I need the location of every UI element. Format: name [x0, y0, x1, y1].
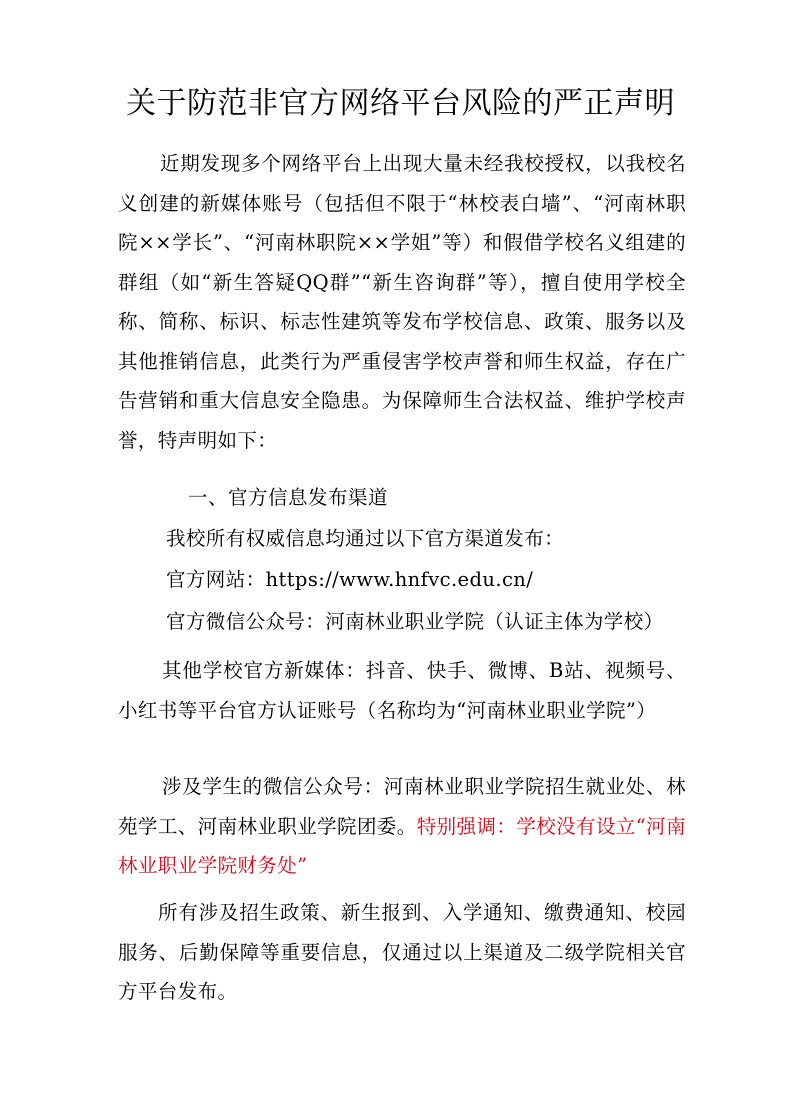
- special-emphasis-text: 特别强调：学校没有设立“河南林业职业学院财务处”: [118, 814, 686, 877]
- student-wechat-paragraph: [118, 767, 686, 886]
- official-wechat-line: 官方微信公众号：河南林业职业学院（认证主体为学校）: [166, 610, 664, 633]
- section-heading-official-channels: 一、官方信息发布渠道: [188, 486, 389, 509]
- page-title: 关于防范非官方网络平台风险的严正声明: [126, 86, 675, 121]
- channels-intro: 我校所有权威信息均通过以下官方渠道发布：: [166, 527, 565, 550]
- all-info-paragraph: 所有涉及招生政策、新生报到、入学通知、缴费通知、校园服务、后勤保障等重要信息，仅通过以上渠道及二级学院相关官方平台发布。: [118, 901, 686, 1003]
- intro-paragraph: 近期发现多个网络平台上出现大量未经我校授权，以我校名义创建的新媒体账号（包括但不限于“林校表白墙”、“河南林职院××学长”、“河南林职院××学姐”等）和假借学校名义组建的群组（如“新生答疑QQ群”“新生咨询群”等），擅自使用学校全称、简称、标识、标志性建筑等发布学校信息、政策、服务以及其他推销信息，此类行为严重侵害学校声誉和师生权益，存在广告营销和重大信息安全隐患。为保障师生合法权益、维护学校声誉，特声明如下：: [118, 152, 686, 452]
- official-website-line: 官方网站：https://www.hnfvc.edu.cn/: [166, 568, 534, 591]
- student-wechat-text: 涉及学生的微信公众号：河南林业职业学院招生就业处、林苑学工、河南林业职业学院团委。: [118, 775, 686, 838]
- other-media-paragraph: 其他学校官方新媒体：抖音、快手、微博、B站、视频号、小红书等平台官方认证账号（名称均为“河南林业职业学院”）: [118, 659, 686, 722]
